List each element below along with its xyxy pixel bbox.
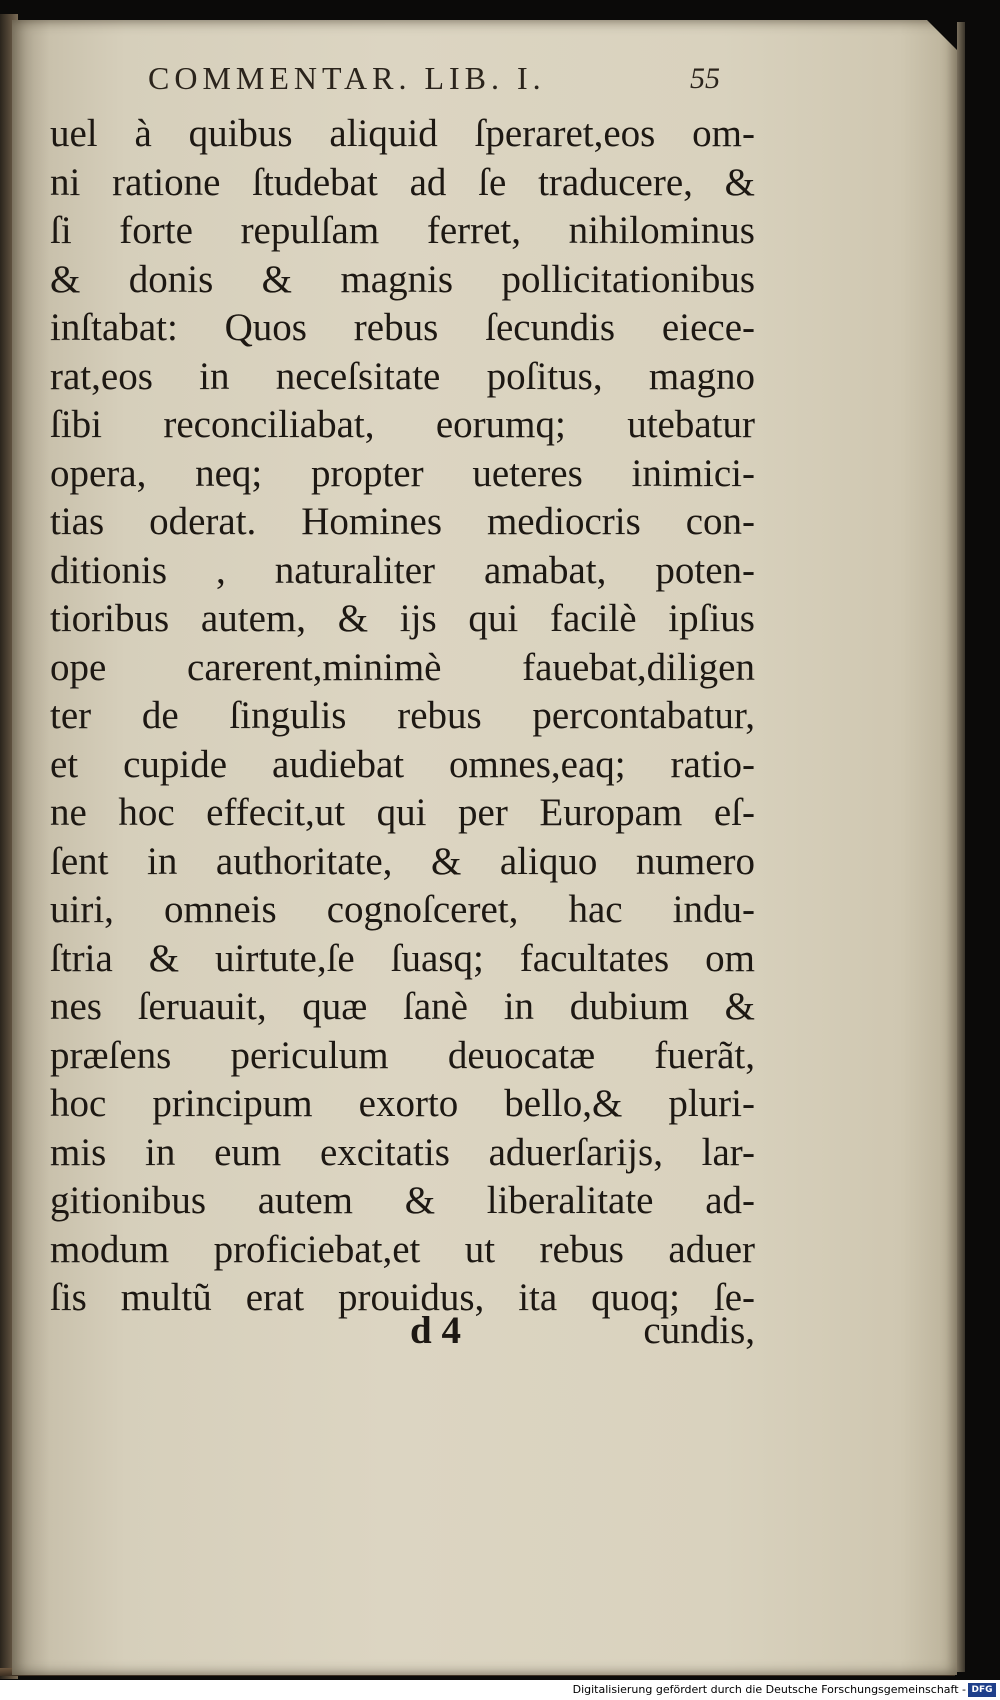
text-line: uel à quibus aliquid ſperaret,eos om- <box>50 112 755 155</box>
dfg-logo: DFG <box>968 1683 996 1697</box>
text-line: ter de ſingulis rebus percontabatur, <box>50 694 755 737</box>
text-line: ſi forte repulſam ferret, nihilominus <box>50 209 755 252</box>
running-head: COMMENTAR. LIB. I. <box>148 60 546 96</box>
text-line: ſis multũ erat prouidus, ita quoq; ſe- <box>50 1276 755 1319</box>
text-line: ne hoc effecit,ut qui per Europam eſ- <box>50 791 755 834</box>
folded-corner <box>927 20 957 50</box>
text-line: mis in eum excitatis aduerſarijs, lar- <box>50 1130 755 1174</box>
text-line: hoc principum exorto bello,& pluri- <box>50 1082 755 1125</box>
text-line: tioribus autem, & ijs qui facilè ipſius <box>50 597 755 640</box>
digitization-footer <box>0 1680 1000 1700</box>
text-line: & donis & magnis pollicitationibus <box>50 257 755 301</box>
text-line: nes ſeruauit, quæ ſanè in dubium & <box>50 985 755 1028</box>
text-line: ditionis , naturaliter amabat, poten- <box>50 548 755 592</box>
body-text <box>50 110 755 1323</box>
text-line: gitionibus autem & liberalitate ad- <box>50 1179 755 1222</box>
text-line: ſibi reconciliabat, eorumq; utebatur <box>50 403 755 446</box>
text-line: præſens periculum deuocatæ fuerãt, <box>50 1033 755 1077</box>
text-line: ſent in authoritate, & aliquo numero <box>50 839 755 883</box>
text-line: rat,eos in neceſsitate poſitus, magno <box>50 354 755 398</box>
text-line: modum proficiebat,et ut rebus aduer <box>50 1227 755 1271</box>
text-line: ſtria & uirtute,ſe ſuasq; facultates om <box>50 936 755 980</box>
page-number: 55 <box>690 62 720 95</box>
funding-credit: Digitalisierung gefördert durch die Deutsche Forschungsgemeinschaft - <box>572 1683 966 1696</box>
text-line: ni ratione ſtudebat ad ſe traducere, & <box>50 160 755 204</box>
signature-mark: d 4 <box>410 1309 461 1352</box>
text-line: opera, neq; propter ueteres inimici- <box>50 451 755 495</box>
text-line: uiri, omneis cognoſceret, hac indu- <box>50 888 755 931</box>
text-line: ope carerent,minimè fauebat,diligen <box>50 645 755 689</box>
text-line: et cupide audiebat omnes,eaq; ratio- <box>50 742 755 786</box>
text-line: inſtabat: Quos rebus ſecundis eiece- <box>50 306 755 349</box>
text-line: tias oderat. Homines mediocris con- <box>50 500 755 543</box>
page-footer-line <box>410 1308 755 1356</box>
catchword: cundis, <box>643 1309 755 1352</box>
